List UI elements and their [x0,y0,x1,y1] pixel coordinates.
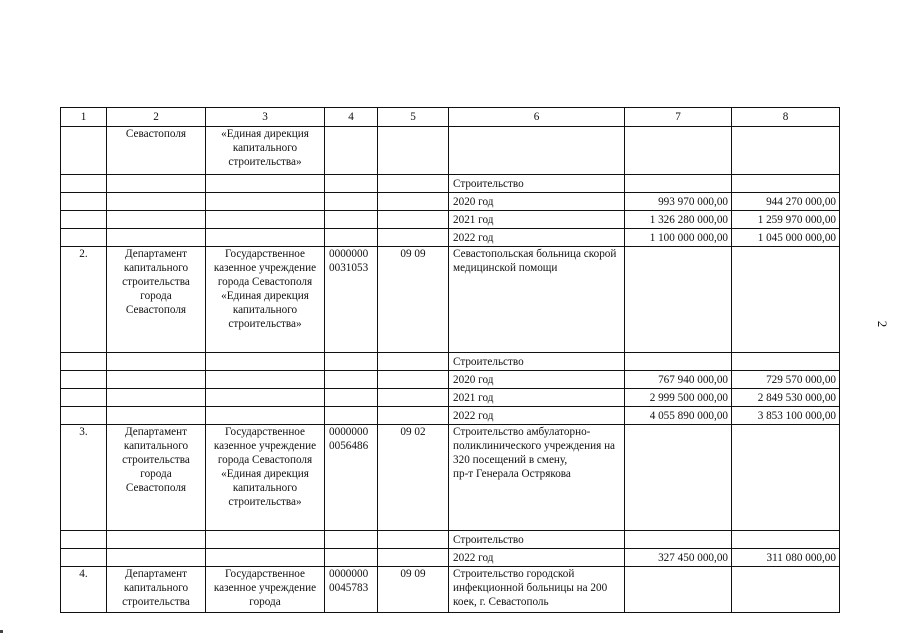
column-number: 6 [449,108,625,127]
table-row [61,229,840,247]
amount-cell: 1 100 000 000,00 [625,229,732,247]
table-row [61,407,840,425]
entry-number: 2. [61,247,107,353]
amount-cell: 993 970 000,00 [625,193,732,211]
amount-cell: 729 570 000,00 [732,371,840,389]
row-label: 2020 год [449,371,625,389]
object-name-cell: Строительство городской инфекционной больницы на 200 коек, г. Севастополь [449,567,625,613]
institution-cell: «Единая дирекция капитального строительства» [206,127,325,175]
row-label: 2022 год [449,407,625,425]
page-number: 2 [875,320,890,328]
row-label: Строительство [449,175,625,193]
table-row [61,247,840,353]
amount-cell: 1 326 280 000,00 [625,211,732,229]
row-label: 2022 год [449,549,625,567]
row-label: Строительство [449,353,625,371]
table-row [61,175,840,193]
target-code-cell: 0000000 0031053 [325,247,378,353]
amount-cell [625,531,732,549]
table-row [61,567,840,613]
amount-cell: 2 999 500 000,00 [625,389,732,407]
column-number: 3 [206,108,325,127]
row-label: 2020 год [449,193,625,211]
table-row [61,353,840,371]
amount-cell [732,353,840,371]
table-row [61,425,840,531]
institution-cell: Государственное казенное учреждение города [206,567,325,613]
entry-number: 3. [61,425,107,531]
entry-number: 4. [61,567,107,613]
column-number: 5 [378,108,449,127]
row-label: 2021 год [449,211,625,229]
institution-cell: Государственное казенное учреждение города Севастополя «Единая дирекция капитального строительства» [206,247,325,353]
column-number: 4 [325,108,378,127]
table-row [61,549,840,567]
table-row [61,127,840,175]
table-row [61,371,840,389]
institution-cell: Государственное казенное учреждение города Севастополя «Единая дирекция капитального строительства» [206,425,325,531]
column-number: 8 [732,108,840,127]
column-number: 1 [61,108,107,127]
amount-cell: 767 940 000,00 [625,371,732,389]
section-code-cell: 09 02 [378,425,449,531]
amount-cell [625,353,732,371]
row-label: Строительство [449,531,625,549]
column-number: 7 [625,108,732,127]
row-label: 2022 год [449,229,625,247]
amount-cell: 311 080 000,00 [732,549,840,567]
amount-cell: 1 045 000 000,00 [732,229,840,247]
table-row [61,211,840,229]
amount-cell: 2 849 530 000,00 [732,389,840,407]
amount-cell: 327 450 000,00 [625,549,732,567]
table-row [61,193,840,211]
target-code-cell: 0000000 0056486 [325,425,378,531]
amount-cell [625,175,732,193]
amount-cell: 1 259 970 000,00 [732,211,840,229]
target-code-cell: 0000000 0045783 [325,567,378,613]
department-cell: Севастополя [107,127,206,175]
section-code-cell: 09 09 [378,247,449,353]
amount-cell: 4 055 890 000,00 [625,407,732,425]
column-number-row [61,108,840,127]
table-row [61,531,840,549]
row-label: 2021 год [449,389,625,407]
scan-mark [0,630,3,633]
budget-table [60,107,840,613]
column-number: 2 [107,108,206,127]
amount-cell: 944 270 000,00 [732,193,840,211]
table-row [61,389,840,407]
department-cell: Департамент капитального строительства [107,567,206,613]
department-cell: Департамент капитального строительства города Севастополя [107,425,206,531]
amount-cell: 3 853 100 000,00 [732,407,840,425]
amount-cell [732,531,840,549]
section-code-cell: 09 09 [378,567,449,613]
amount-cell [732,175,840,193]
department-cell: Департамент капитального строительства города Севастополя [107,247,206,353]
object-name-cell: Строительство амбулаторно-поликлинического учреждения на 320 посещений в смену, пр-т Генерала Острякова [449,425,625,531]
object-name-cell: Севастопольская больница скорой медицинской помощи [449,247,625,353]
